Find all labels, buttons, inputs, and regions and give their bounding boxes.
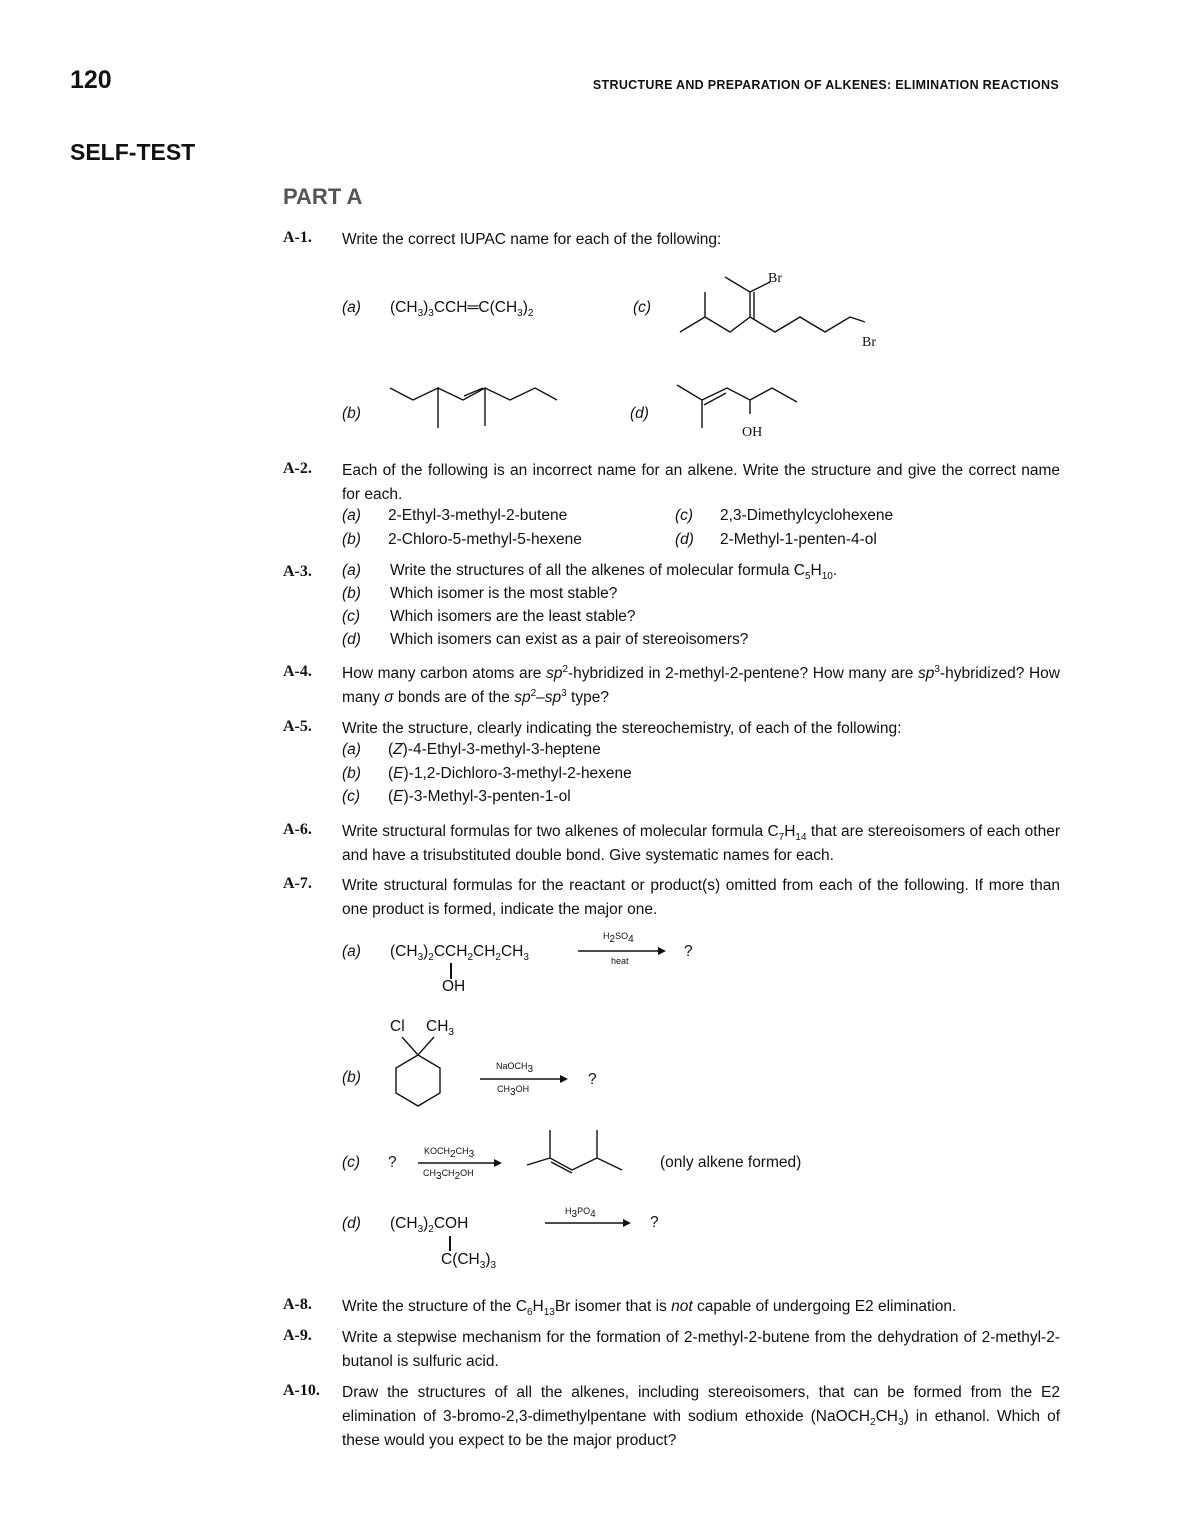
reaction-arrow <box>545 1217 635 1229</box>
structure-a1b <box>385 378 565 433</box>
reagent-label: $H_3PO_4$ <box>565 1206 596 1220</box>
item-label: (d) <box>630 405 649 422</box>
question-number: A-3. <box>283 563 312 580</box>
formula-a1a: $(CH_3)_3CCH═C(CH_3)_2$ <box>390 299 534 320</box>
question-text: Write a stepwise mechanism for the formation of 2-methyl-2-butene from the dehydration of 2-methyl-2-butanol is sulfuric acid. <box>342 1329 1060 1370</box>
question-text: Write structural formulas for the reactant or product(s) omitted from each of the following. If more than one product is formed, indicate the major one. <box>342 877 1060 918</box>
unknown-mark: ? <box>388 1154 397 1171</box>
item-label: (b) <box>342 585 361 602</box>
formula-a7d-sub: $C(CH_3)_3$ <box>441 1251 497 1272</box>
item-text: (E)-3-Methyl-3-penten-1-ol <box>388 788 571 805</box>
item-label: (c) <box>342 1154 361 1171</box>
item-text: 2-Chloro-5-methyl-5-hexene <box>388 531 582 548</box>
item-text: Which isomers can exist as a pair of stereoisomers? <box>390 631 749 648</box>
question-number: A-1. <box>283 229 312 246</box>
question-text: Write structural formulas for two alkenes of molecular formula $C_7H_{14}$ that are stereoisomers of each other and have a trisubstituted double bond. Give systematic names for each. <box>342 823 1060 864</box>
reagent-label: $CH_3OH$ <box>497 1084 530 1098</box>
question-number: A-9. <box>283 1327 312 1344</box>
page-number: 120 <box>70 66 112 94</box>
br-label: Br <box>768 271 782 286</box>
question-text: Draw the structures of all the alkenes, including stereoisomers, that can be formed from the E2 elimination of 3-bromo-2,3-dimethylpentane with sodium ethoxide $(NaOCH_2CH_3)$ in ethanol. Which of these would you expect to be the major product? <box>342 1384 1060 1449</box>
question-number: A-6. <box>283 821 312 838</box>
unknown-mark: ? <box>588 1071 597 1088</box>
bond-line <box>450 963 452 979</box>
item-label: (a) <box>342 562 361 579</box>
item-label: (b) <box>342 405 361 422</box>
item-label: (d) <box>675 531 694 548</box>
item-text: 2,3-Dimethylcyclohexene <box>720 507 894 524</box>
reagent-label: $H_2SO_4$ <box>603 931 634 945</box>
section-title: SELF-TEST <box>70 139 196 165</box>
item-label: (b) <box>342 765 361 782</box>
item-text: Which isomer is the most stable? <box>390 585 618 602</box>
structure-a1c <box>670 262 910 362</box>
item-text: 2-Ethyl-3-methyl-2-butene <box>388 507 568 524</box>
br-label: Br <box>862 335 876 350</box>
item-label: (d) <box>342 631 361 648</box>
item-text: Write the structures of all the alkenes of molecular formula $C_5H_{10}$. <box>390 562 838 583</box>
reagent-label: heat <box>611 956 629 966</box>
item-label: (c) <box>633 299 652 316</box>
cyclohexane-ring <box>390 1035 450 1110</box>
oh-label: OH <box>442 978 466 995</box>
item-text: 2-Methyl-1-penten-4-ol <box>720 531 877 548</box>
item-label: (c) <box>342 608 361 625</box>
note-text: (only alkene formed) <box>660 1154 802 1171</box>
question-number: A-2. <box>283 460 312 477</box>
item-label: (a) <box>342 741 361 758</box>
reagent-label: NaOCH$_3$ <box>496 1061 534 1075</box>
running-head: STRUCTURE AND PREPARATION OF ALKENES: ELIMINATION REACTIONS <box>592 78 1059 92</box>
item-label: (b) <box>342 531 361 548</box>
question-text: Each of the following is an incorrect name for an alkene. Write the structure and give the correct name for each. <box>342 462 1060 503</box>
ch3-label: $CH_3$ <box>426 1018 454 1039</box>
question-number: A-8. <box>283 1296 312 1313</box>
structure-a7c <box>522 1125 627 1175</box>
bond-line <box>449 1236 451 1251</box>
question-number: A-7. <box>283 875 312 892</box>
question-text: Write the correct IUPAC name for each of the following: <box>342 231 722 248</box>
question-text: How many carbon atoms are $sp^2$-hybridized in 2-methyl-2-pentene? How many are $sp^3$-hybridized? How many σ bonds are of the $sp^2-sp^3$ type? <box>342 663 1060 706</box>
item-label: (c) <box>675 507 694 524</box>
item-text: (E)-1,2-Dichloro-3-methyl-2-hexene <box>388 765 632 782</box>
part-title: PART A <box>283 184 363 209</box>
item-text: Which isomers are the least stable? <box>390 608 636 625</box>
question-number: A-4. <box>283 663 312 680</box>
question-text: Write the structure, clearly indicating the stereochemistry, of each of the following: <box>342 720 902 737</box>
unknown-mark: ? <box>650 1214 659 1231</box>
item-text: (Z)-4-Ethyl-3-methyl-3-heptene <box>388 741 601 758</box>
reagent-label: $CH_3CH_2OH$ <box>423 1168 474 1182</box>
question-number: A-10. <box>283 1382 320 1399</box>
item-label: (a) <box>342 507 361 524</box>
item-label: (c) <box>342 788 361 805</box>
formula-a7d: $(CH_3)_2COH$ <box>390 1215 469 1236</box>
cl-label: Cl <box>390 1018 405 1035</box>
question-text: Write the structure of the $C_6H_{13}Br$ isomer that is not capable of undergoing E2 elimination. <box>342 1298 957 1319</box>
formula-a7a: $(CH_3)_2CCH_2CH_2CH_3$ <box>390 943 529 964</box>
structure-a1d <box>672 380 812 442</box>
item-label: (d) <box>342 1215 361 1232</box>
item-label: (b) <box>342 1069 361 1086</box>
item-label: (a) <box>342 299 361 316</box>
question-number: A-5. <box>283 718 312 735</box>
reagent-label: $KOCH_2CH_3$ <box>424 1146 475 1160</box>
unknown-mark: ? <box>684 943 693 960</box>
item-label: (a) <box>342 943 361 960</box>
oh-label: OH <box>742 425 763 440</box>
